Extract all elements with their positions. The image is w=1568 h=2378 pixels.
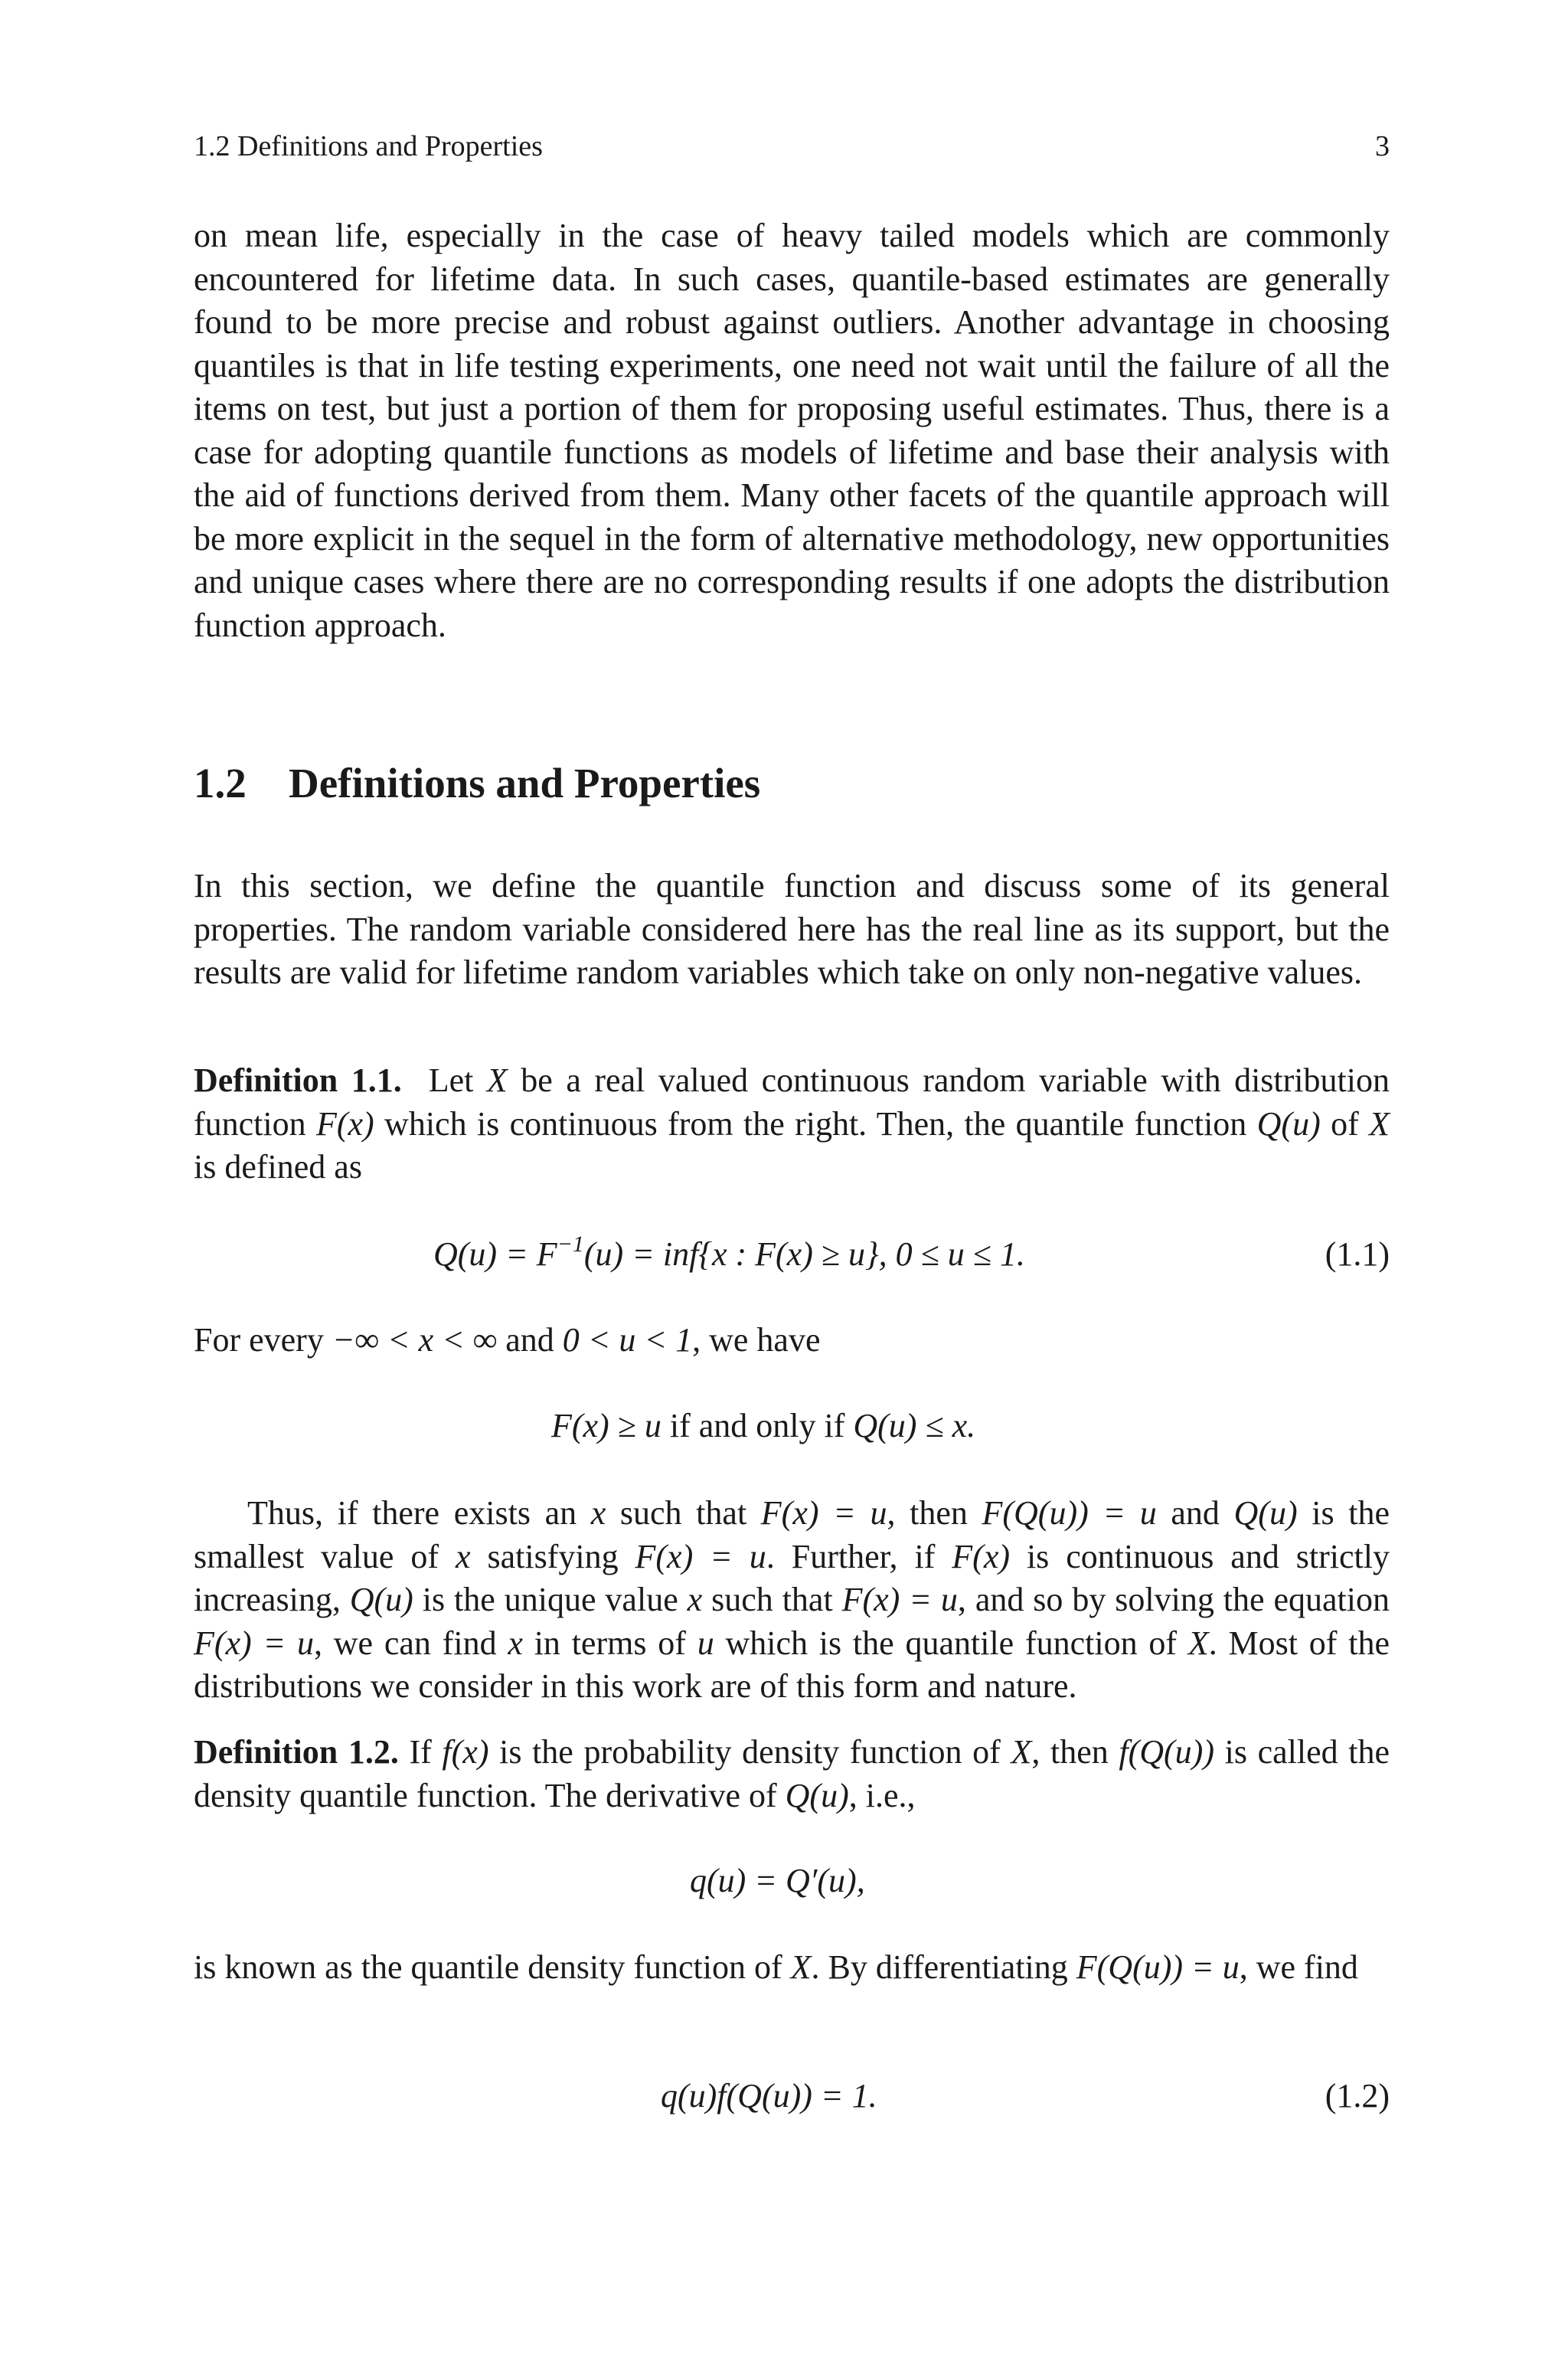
intro-paragraph — [194, 214, 1390, 647]
paragraph-text: in terms of — [522, 1624, 697, 1662]
paragraph-text: is the unique value — [413, 1581, 688, 1618]
math-inline: Q(u) ≤ x. — [853, 1407, 976, 1444]
math-inline: f(x) — [442, 1733, 489, 1771]
sentence-text: and — [497, 1321, 563, 1359]
equation-number: (1.1) — [1325, 1235, 1390, 1273]
paragraph-text: is the smallest value of — [194, 1494, 1390, 1575]
definition-text: If — [398, 1733, 443, 1771]
math-inline: F(x) = u — [194, 1624, 314, 1662]
math-inline: X — [790, 1948, 812, 1986]
paragraph-text: . By differentiating — [811, 1948, 1076, 1986]
paragraph-text: . Most of the distributions we consider in this work are of this form and nature. — [194, 1624, 1390, 1705]
running-head-title: 1.2 Definitions and Properties — [194, 130, 543, 162]
iff-equation-body — [551, 1405, 975, 1447]
math-inline: Q(u) — [785, 1776, 849, 1814]
section-intro-text: In this section, we define the quantile function and discuss some of its general properties. The random variable considered here has the real line as its support, but the results are valid for lifetime random variables which take on only non-negative values. — [194, 867, 1390, 991]
section-title: Definitions and Properties — [289, 760, 761, 806]
equation-1-2 — [194, 2075, 1390, 2118]
definition-1-2 — [194, 1731, 1390, 1817]
paragraph-text: is continuous and strictly increasing, — [194, 1537, 1390, 1618]
math-inline: f(Q(u)) — [1119, 1733, 1214, 1771]
equation-1-1 — [194, 1233, 1390, 1276]
paragraph-text: such that — [702, 1581, 842, 1618]
definition-text: which is continuous from the right. Then, the quantile function — [374, 1104, 1257, 1143]
math-inline: F(x) = u — [635, 1537, 766, 1575]
definition-text: is called the density quantile function. The derivative of — [194, 1733, 1390, 1814]
quantile-density-equation — [194, 1860, 1390, 1902]
math-inline: F(x) — [315, 1104, 374, 1143]
equation-rhs: (u) = inf{x : F(x) ≥ u}, 0 ≤ u ≤ 1. — [583, 1235, 1025, 1273]
math-inline: −∞ < x < ∞ — [332, 1321, 498, 1359]
definition-text: , then — [1031, 1733, 1119, 1771]
definition-1-2-label: Definition 1.2. — [194, 1733, 399, 1771]
paragraph-text: such that — [606, 1494, 761, 1532]
math-inline: x — [508, 1624, 523, 1662]
equation-text: if and only if — [661, 1407, 854, 1444]
definition-text: is the probability density function of — [488, 1733, 1011, 1771]
equation-1-2-body: q(u)f(Q(u)) = 1. — [661, 2077, 877, 2115]
math-inline: Q(u) — [1256, 1104, 1321, 1143]
math-inline: Q(u) — [349, 1581, 413, 1618]
math-inline: 0 < u < 1 — [562, 1321, 693, 1359]
definition-1-1-label: Definition 1.1. — [194, 1061, 402, 1099]
definition-1-1 — [194, 1059, 1390, 1189]
paragraph-text: , then — [887, 1494, 982, 1532]
paragraph-text: Thus, if there exists an — [247, 1494, 591, 1532]
thus-paragraph — [194, 1492, 1390, 1709]
definition-text: is defined as — [194, 1148, 362, 1186]
math-inline: F(Q(u)) = u — [1076, 1948, 1240, 1986]
every-sentence — [194, 1319, 1390, 1362]
math-inline: X — [1011, 1733, 1032, 1771]
math-inline: x — [590, 1494, 606, 1532]
math-inline: u — [697, 1624, 714, 1662]
section-number: 1.2 — [194, 760, 247, 806]
paragraph-text: and — [1156, 1494, 1234, 1532]
paragraph-text: , and so by solving the equation — [957, 1581, 1390, 1618]
section-heading — [194, 757, 760, 810]
math-inline: Q(u) — [1233, 1494, 1298, 1532]
paragraph-text: , we can find — [313, 1624, 508, 1662]
math-inline: F(Q(u)) = u — [982, 1494, 1157, 1532]
iff-equation — [194, 1405, 1390, 1447]
known-paragraph — [194, 1946, 1390, 1990]
math-inline: F(x) — [952, 1537, 1011, 1575]
definition-text: , i.e., — [848, 1776, 916, 1814]
quantile-density-equation-body: q(u) = Q′(u), — [690, 1862, 865, 1899]
page-number: 3 — [1375, 130, 1390, 162]
math-inline: x — [455, 1537, 471, 1575]
definition-text: be a real valued continuous random variable with distribution function — [194, 1061, 1390, 1143]
equation-number: (1.2) — [1325, 2077, 1390, 2115]
paragraph-text: . Further, if — [766, 1537, 952, 1575]
equation-lhs: Q(u) = F — [433, 1235, 557, 1273]
sentence-text: For every — [194, 1321, 332, 1359]
math-inline: F(x) = u — [841, 1581, 958, 1618]
math-inline: x — [687, 1581, 703, 1618]
math-inline: F(x) ≥ u — [551, 1407, 662, 1444]
running-head — [194, 127, 1390, 165]
paragraph-text: is known as the quantile density function of — [194, 1948, 791, 1986]
math-inline: X — [486, 1061, 508, 1099]
equation-1-1-body — [433, 1233, 1025, 1276]
sentence-text: , we have — [692, 1321, 821, 1359]
paragraph-text: satisfying — [470, 1537, 635, 1575]
definition-text: of — [1320, 1104, 1370, 1143]
paragraph-text: which is the quantile function of — [714, 1624, 1188, 1662]
intro-paragraph-text: on mean life, especially in the case of heavy tailed models which are commonly encountered for lifetime data. In such cases, quantile-based estimates are generally found to be more precise and robust against outliers. Another advantage in choosing quantiles is that in life testing experiments, one need not wait until the failure of all the items on test, but just a portion of them for proposing useful estimates. Thus, there is a case for adopting quantile functions as models of lifetime and base their analysis with the aid of functions derived from them. Many other facets of the quantile approach will be more explicit in the sequel in the form of alternative methodology, new opportunities and unique cases where there are no corresponding results if one adopts the distribution function approach. — [194, 217, 1390, 644]
section-intro-paragraph — [194, 865, 1390, 995]
definition-text: Let — [428, 1061, 487, 1099]
math-inline: X — [1369, 1104, 1390, 1143]
math-inline: X — [1187, 1624, 1209, 1662]
equation-superscript: −1 — [557, 1232, 584, 1257]
math-inline: F(x) = u — [760, 1494, 887, 1532]
paragraph-text: , we find — [1239, 1948, 1358, 1986]
